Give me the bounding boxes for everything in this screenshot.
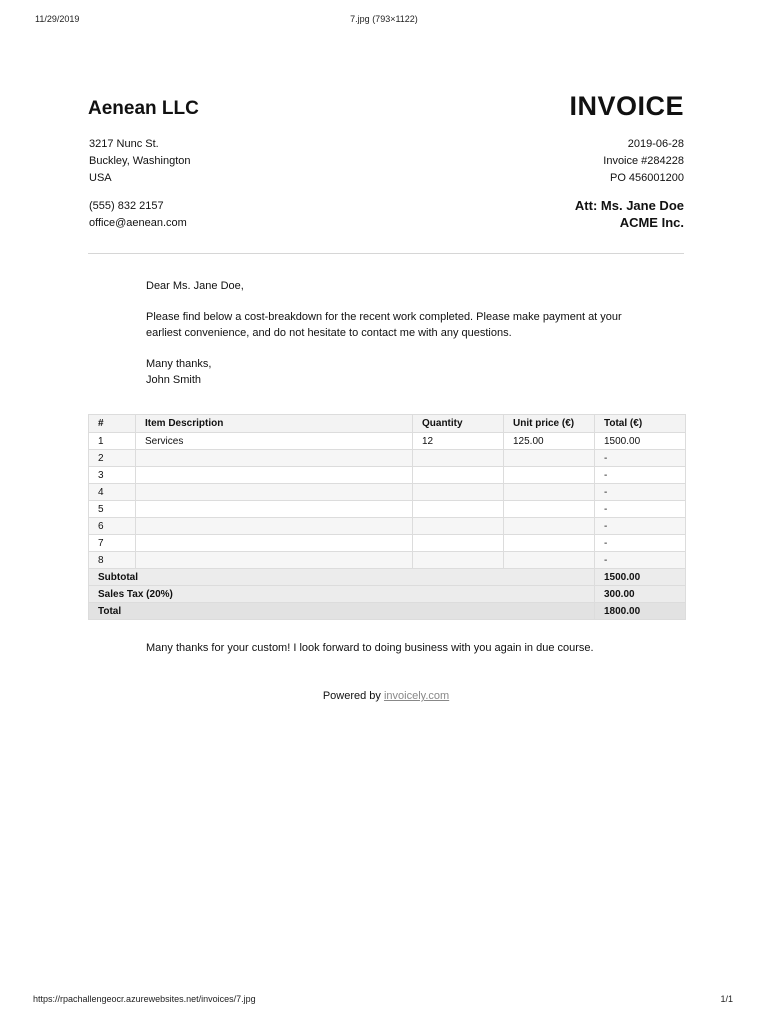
total-value: 1800.00 — [595, 603, 686, 620]
tax-label: Sales Tax (20%) — [89, 586, 595, 603]
table-row — [89, 518, 686, 535]
subtotal-value: 1500.00 — [595, 569, 686, 586]
table-cell — [504, 535, 595, 552]
table-row — [89, 552, 686, 569]
column-header: Item Description — [136, 415, 413, 433]
table-cell: 7 — [89, 535, 136, 552]
table-cell: - — [595, 535, 686, 552]
invoice-date: 2019-06-28 — [627, 138, 684, 150]
table-cell: - — [595, 484, 686, 501]
letter-closing: Many thanks, — [146, 358, 212, 370]
address-line: USA — [89, 172, 112, 184]
table-cell — [504, 501, 595, 518]
letter-signoff — [146, 356, 636, 388]
table-row — [89, 467, 686, 484]
table-cell: - — [595, 450, 686, 467]
table-cell: - — [595, 552, 686, 569]
table-cell: - — [595, 501, 686, 518]
table-cell — [504, 467, 595, 484]
column-header: Unit price (€) — [504, 415, 595, 433]
invoice-meta — [603, 136, 684, 187]
address-line: 3217 Nunc St. — [89, 138, 159, 150]
letter-signature: John Smith — [146, 374, 202, 386]
total-label: Total — [89, 603, 595, 620]
column-header: Total (€) — [595, 415, 686, 433]
table-row — [89, 450, 686, 467]
table-cell: Services — [136, 433, 413, 450]
table-cell — [136, 484, 413, 501]
table-row — [89, 484, 686, 501]
table-cell — [136, 450, 413, 467]
tax-value: 300.00 — [595, 586, 686, 603]
table-header-row — [89, 415, 686, 433]
table-row — [89, 433, 686, 450]
table-cell: 12 — [413, 433, 504, 450]
table-cell: 1500.00 — [595, 433, 686, 450]
company-name: Aenean LLC — [88, 98, 199, 119]
divider — [88, 253, 684, 254]
table-cell — [136, 535, 413, 552]
table-cell: 4 — [89, 484, 136, 501]
table-cell — [136, 552, 413, 569]
column-header: Quantity — [413, 415, 504, 433]
table-cell — [136, 467, 413, 484]
table-cell: 125.00 — [504, 433, 595, 450]
closing-note: Many thanks for your custom! I look forward to doing business with you again in due course. — [146, 642, 594, 654]
table-cell: - — [595, 518, 686, 535]
table-cell: 3 — [89, 467, 136, 484]
print-date: 11/29/2019 — [35, 14, 80, 24]
table-cell — [504, 484, 595, 501]
table-cell: 1 — [89, 433, 136, 450]
address-line: Buckley, Washington — [89, 155, 191, 167]
table-cell — [136, 501, 413, 518]
letter-body: Please find below a cost-breakdown for the recent work completed. Please make payment at your earliest convenience, and do not hesitate to contact me with any questions. — [146, 311, 622, 339]
invoicely-link[interactable]: invoicely.com — [383, 690, 450, 702]
table-row — [89, 501, 686, 518]
total-row — [89, 603, 686, 620]
table-cell — [413, 518, 504, 535]
tax-row — [89, 586, 686, 603]
company-address — [89, 136, 191, 187]
attention-line: Att: Ms. Jane Doe — [574, 198, 684, 213]
table-cell — [504, 450, 595, 467]
table-cell: 6 — [89, 518, 136, 535]
table-cell — [413, 552, 504, 569]
client-name: ACME Inc. — [619, 215, 684, 230]
column-header: # — [89, 415, 136, 433]
powered-by — [0, 690, 768, 702]
table-cell — [413, 467, 504, 484]
print-title: 7.jpg (793×1122) — [350, 14, 418, 24]
letter-greeting: Dear Ms. Jane Doe, — [146, 280, 244, 292]
items-table — [88, 414, 686, 620]
page-number: 1/1 — [720, 994, 733, 1004]
table-cell — [136, 518, 413, 535]
table-row — [89, 535, 686, 552]
table-cell — [413, 535, 504, 552]
print-url: https://rpachallengeocr.azurewebsites.net/invoices/7.jpg — [33, 994, 256, 1004]
invoice-number: Invoice #284228 — [603, 155, 684, 167]
purchase-order: PO 456001200 — [609, 172, 684, 184]
invoice-title: INVOICE — [569, 91, 684, 121]
table-cell: 2 — [89, 450, 136, 467]
table-cell — [413, 501, 504, 518]
powered-prefix: Powered by — [322, 690, 384, 702]
subtotal-label: Subtotal — [89, 569, 595, 586]
table-cell — [504, 518, 595, 535]
cover-letter — [146, 278, 636, 403]
table-cell — [413, 484, 504, 501]
table-cell: - — [595, 467, 686, 484]
table-cell — [504, 552, 595, 569]
table-cell — [413, 450, 504, 467]
table-cell: 8 — [89, 552, 136, 569]
table-cell: 5 — [89, 501, 136, 518]
subtotal-row — [89, 569, 686, 586]
company-contact — [89, 198, 187, 232]
company-email: office@aenean.com — [89, 217, 187, 229]
company-phone: (555) 832 2157 — [89, 200, 164, 212]
recipient — [575, 197, 684, 231]
